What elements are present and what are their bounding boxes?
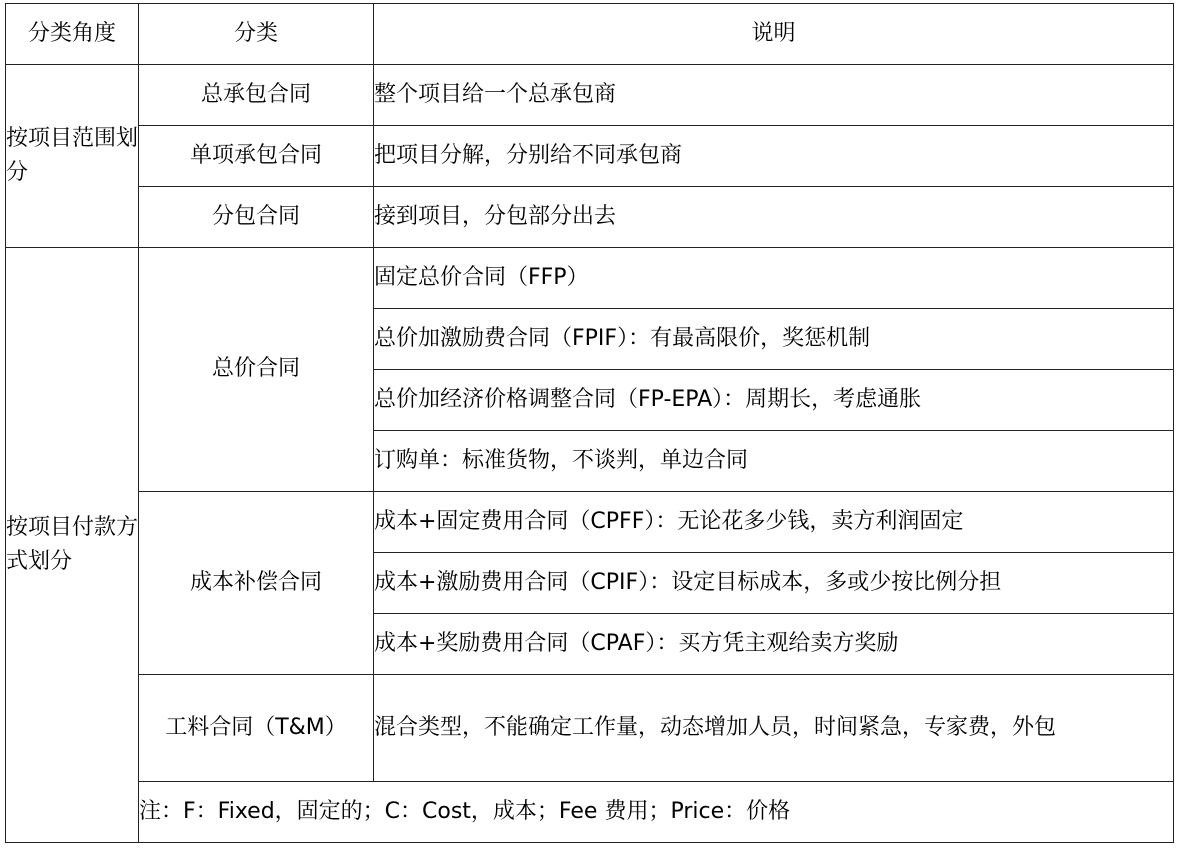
description-cell: 订购单：标准货物，不谈判，单边合同	[374, 431, 1174, 492]
description-cell: 总价加经济价格调整合同（FP-EPA）：周期长，考虑通胀	[374, 370, 1174, 431]
table-row	[6, 675, 1174, 782]
category-cell: 成本补偿合同	[139, 492, 374, 675]
description-cell: 固定总价合同（FFP）	[374, 248, 1174, 309]
header-description: 说明	[374, 4, 1174, 65]
category-cell: 分包合同	[139, 187, 374, 248]
table-row	[6, 187, 1174, 248]
description-cell: 成本+激励费用合同（CPIF）：设定目标成本，多或少按比例分担	[374, 553, 1174, 614]
note-row	[6, 782, 1174, 843]
category-cell: 单项承包合同	[139, 126, 374, 187]
aspect-payment: 按项目付款方式划分	[6, 248, 139, 843]
header-aspect: 分类角度	[6, 4, 139, 65]
description-cell: 混合类型，不能确定工作量，动态增加人员，时间紧急，专家费，外包	[374, 675, 1174, 782]
aspect-scope: 按项目范围划分	[6, 65, 139, 248]
table-row	[6, 65, 1174, 126]
description-cell: 成本+奖励费用合同（CPAF）：买方凭主观给卖方奖励	[374, 614, 1174, 675]
contract-classification-table	[5, 3, 1174, 843]
table-row	[6, 492, 1174, 553]
note-cell: 注：F：Fixed，固定的；C：Cost，成本；Fee 费用；Price：价格	[139, 782, 1174, 843]
category-cell: 工料合同（T&M）	[139, 675, 374, 782]
table-row	[6, 248, 1174, 309]
description-cell: 成本+固定费用合同（CPFF）：无论花多少钱，卖方利润固定	[374, 492, 1174, 553]
table-row	[6, 126, 1174, 187]
header-row	[6, 4, 1174, 65]
description-cell: 整个项目给一个总承包商	[374, 65, 1174, 126]
description-cell: 把项目分解，分别给不同承包商	[374, 126, 1174, 187]
category-cell: 总承包合同	[139, 65, 374, 126]
description-cell: 总价加激励费合同（FPIF）：有最高限价，奖惩机制	[374, 309, 1174, 370]
category-cell: 总价合同	[139, 248, 374, 492]
description-cell: 接到项目，分包部分出去	[374, 187, 1174, 248]
header-category: 分类	[139, 4, 374, 65]
